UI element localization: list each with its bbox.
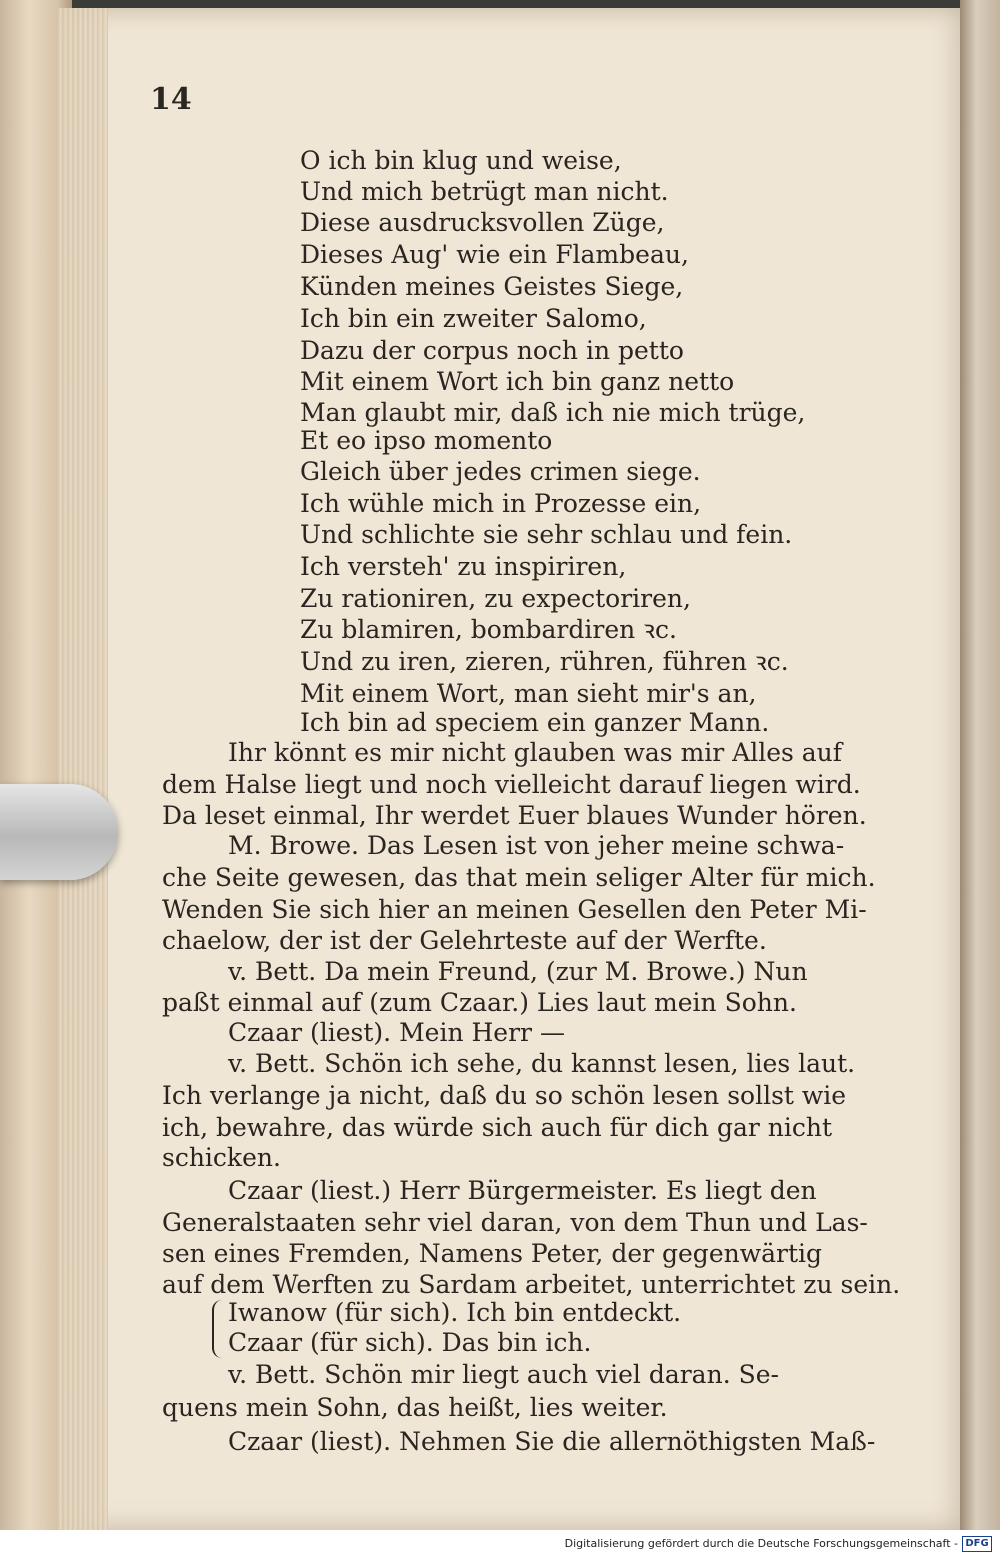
prose-line: dem Halse liegt und noch vielleicht darauf liegen wird. [162, 770, 861, 799]
prose-line: quens mein Sohn, das heißt, lies weiter. [162, 1393, 668, 1422]
prose-line: Iwanow (für sich). Ich bin entdeckt. [228, 1298, 682, 1327]
verse-line: Zu rationiren, zu expectoriren, [300, 584, 691, 613]
verse-line: Und zu iren, zieren, rühren, führen ꝛc. [300, 647, 789, 676]
prose-line: Da leset einmal, Ihr werdet Euer blaues Wunder hören. [162, 801, 867, 830]
prose-line: Czaar (liest.) Herr Bürgermeister. Es liegt den [228, 1176, 817, 1205]
prose-line: chaelow, der ist der Gelehrteste auf der Werfte. [162, 926, 767, 955]
prose-line: Wenden Sie sich hier an meinen Gesellen den Peter Mi- [162, 895, 867, 924]
speaker-brace [212, 1300, 226, 1358]
verse-line: Und mich betrügt man nicht. [300, 177, 669, 206]
funding-credit: Digitalisierung gefördert durch die Deutsche Forschungsgemeinschaft - [564, 1537, 958, 1550]
verse-line: Man glaubt mir, daß ich nie mich trüge, [300, 398, 806, 427]
prose-line: v. Bett. Da mein Freund, (zur M. Browe.) Nun [228, 957, 808, 986]
prose-line: Ihr könnt es mir nicht glauben was mir Alles auf [228, 738, 843, 767]
prose-line: v. Bett. Schön ich sehe, du kannst lesen, lies laut. [228, 1049, 856, 1078]
verse-line: Zu blamiren, bombardiren ꝛc. [300, 615, 677, 644]
prose-line: v. Bett. Schön mir liegt auch viel daran. Se- [228, 1360, 779, 1389]
page-clip [0, 784, 118, 880]
verse-line: Künden meines Geistes Siege, [300, 272, 684, 301]
verse-line: Mit einem Wort ich bin ganz netto [300, 367, 735, 396]
verse-line: Diese ausdrucksvollen Züge, [300, 208, 665, 237]
prose-line: schicken. [162, 1143, 281, 1172]
prose-line: ich, bewahre, das würde sich auch für dich gar nicht [162, 1113, 832, 1142]
verse-line: Ich bin ad speciem ein ganzer Mann. [300, 708, 770, 737]
verse-line: Ich versteh' zu inspiriren, [300, 552, 627, 581]
prose-line: Generalstaaten sehr viel daran, von dem Thun und Las- [162, 1208, 868, 1237]
verse-line: O ich bin klug und weise, [300, 146, 622, 175]
prose-line: Czaar (liest). Nehmen Sie die allernöthigsten Maß- [228, 1427, 876, 1456]
prose-line: auf dem Werften zu Sardam arbeitet, unterrichtet zu sein. [162, 1270, 901, 1299]
prose-line: sen eines Fremden, Namens Peter, der gegenwärtig [162, 1239, 823, 1268]
prose-line: che Seite gewesen, das that mein seliger Alter für mich. [162, 863, 876, 892]
verse-line: Dieses Aug' wie ein Flambeau, [300, 240, 689, 269]
verse-line: Dazu der corpus noch in petto [300, 336, 684, 365]
verse-line: Mit einem Wort, man sieht mir's an, [300, 679, 757, 708]
page-number: 14 [150, 82, 192, 117]
prose-line: Czaar (liest). Mein Herr — [228, 1018, 565, 1047]
prose-line: M. Browe. Das Lesen ist von jeher meine schwa- [228, 831, 845, 860]
verse-line: Ich wühle mich in Prozesse ein, [300, 489, 702, 518]
verse-line: Gleich über jedes crimen siege. [300, 457, 701, 486]
page-stack-edge [58, 8, 108, 1530]
prose-line: paßt einmal auf (zum Czaar.) Lies laut mein Sohn. [162, 988, 797, 1017]
prose-line: Czaar (für sich). Das bin ich. [228, 1328, 592, 1357]
right-page-edge [960, 0, 1000, 1530]
dfg-logo: DFG [962, 1536, 992, 1552]
prose-line: Ich verlange ja nicht, daß du so schön lesen sollst wie [162, 1081, 847, 1110]
verse-line: Ich bin ein zweiter Salomo, [300, 304, 647, 333]
verse-line: Und schlichte sie sehr schlau und fein. [300, 520, 793, 549]
verse-line: Et eo ipso momento [300, 426, 553, 455]
